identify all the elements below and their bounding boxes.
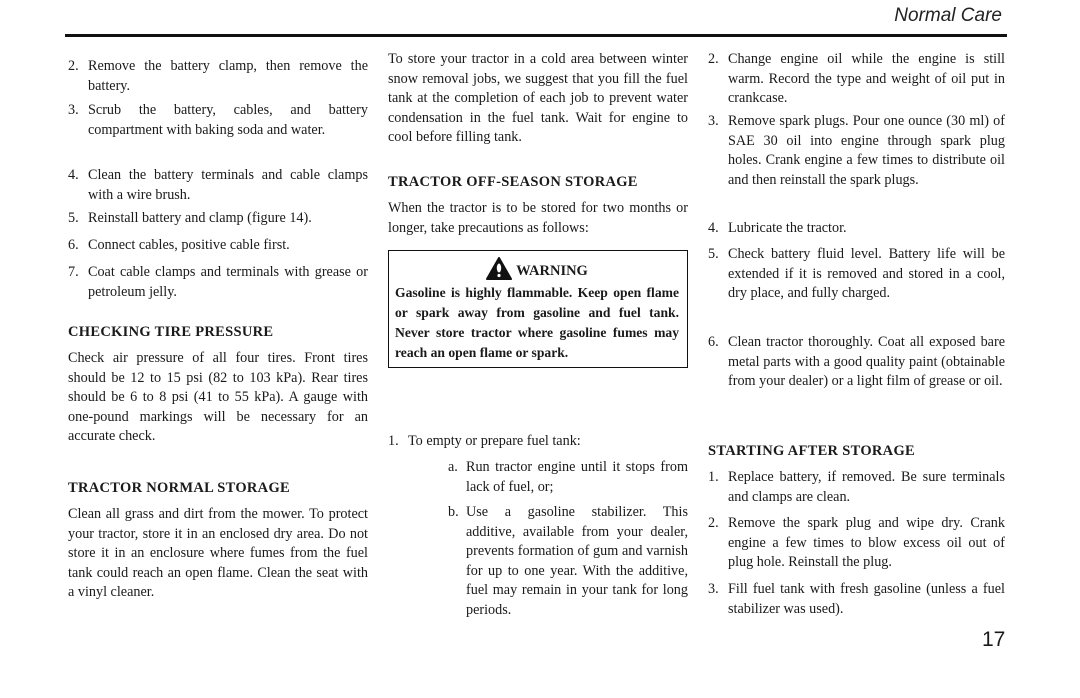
warning-box	[388, 250, 688, 368]
step-number: 6.	[708, 334, 719, 350]
step-number: 7.	[68, 264, 79, 280]
step-number: 6.	[68, 237, 79, 253]
paragraph: Check air pressure of all four tires. Front tires should be 12 to 15 psi (82 to 103 kPa). Rear tires should be 6 to 8 psi (41 to 55 kPa). A gauge with one-pound markings will be necessary for an accurate check.	[68, 350, 368, 445]
step-text: Connect cables, positive cable first.	[88, 237, 290, 253]
step-text: Remove the battery clamp, then remove the battery.	[88, 58, 368, 94]
step-number: 2.	[708, 515, 719, 531]
section-heading: CHECKING TIRE PRESSURE	[68, 324, 274, 340]
numbered-step	[68, 57, 368, 96]
step-number: 1.	[708, 469, 719, 485]
step-text: Change engine oil while the engine is still warm. Record the type and weight of oil put in crankcase.	[728, 51, 1005, 107]
numbered-step	[708, 219, 1005, 239]
step-number: a.	[448, 459, 458, 475]
step-text: Clean tractor thoroughly. Coat all exposed bare metal parts with a good quality paint (obtainable from your dealer) or a light film of grease or oil.	[728, 334, 1005, 390]
warning-triangle-icon	[486, 263, 516, 279]
numbered-step	[388, 432, 688, 452]
numbered-step	[708, 468, 1005, 507]
paragraph: Clean all grass and dirt from the mower. To protect your tractor, store it in an enclosed dry area. Do not store it in an enclosure where fumes from the fuel tank could reach an open flame. Clean the seat with a vinyl cleaner.	[68, 506, 368, 601]
numbered-step	[68, 236, 368, 256]
step-number: 3.	[68, 102, 79, 118]
sub-step	[388, 503, 688, 621]
paragraph: To store your tractor in a cold area between winter snow removal jobs, we suggest that you fill the fuel tank at the completion of each job to prevent water condensation in the fuel tank. Wait for engine to cool before filling tank.	[388, 51, 688, 146]
step-number: 3.	[708, 581, 719, 597]
numbered-step	[708, 333, 1005, 392]
step-text: Check battery fluid level. Battery life will be extended if it is removed and stored in a cool, dry place, and fully charged.	[728, 246, 1005, 302]
step-text: Clean the battery terminals and cable clamps with a wire brush.	[88, 167, 368, 203]
step-text: Fill fuel tank with fresh gasoline (unless a fuel stabilizer was used).	[728, 581, 1005, 617]
numbered-step	[708, 245, 1005, 304]
paragraph: When the tractor is to be stored for two months or longer, take precautions as follows:	[388, 200, 688, 236]
step-number: b.	[448, 504, 459, 520]
step-number: 4.	[708, 220, 719, 236]
numbered-step	[708, 514, 1005, 573]
step-number: 5.	[708, 246, 719, 262]
step-number: 3.	[708, 113, 719, 129]
step-number: 1.	[388, 433, 399, 449]
step-text: To empty or prepare fuel tank:	[408, 433, 581, 449]
numbered-step	[68, 209, 368, 229]
section-heading: STARTING AFTER STORAGE	[708, 443, 915, 459]
numbered-step	[708, 580, 1005, 619]
header-rule	[65, 34, 1007, 37]
page-number: 17	[982, 628, 1006, 651]
step-text: Coat cable clamps and terminals with grease or petroleum jelly.	[88, 264, 368, 300]
step-number: 5.	[68, 210, 79, 226]
step-text: Use a gasoline stabilizer. This additive, available from your dealer, prevents formation of gum and varnish for up to one year. With the additive, fuel may remain in your tank for long periods.	[466, 504, 688, 618]
step-text: Reinstall battery and clamp (figure 14).	[88, 210, 312, 226]
step-text: Remove spark plugs. Pour one ounce (30 ml) of SAE 30 oil into engine through spark plug holes. Crank engine a few times to distribute oil and then reinstall the spark plugs.	[728, 113, 1005, 188]
numbered-step	[68, 101, 368, 140]
step-number: 2.	[68, 58, 79, 74]
step-text: Scrub the battery, cables, and battery compartment with baking soda and water.	[88, 102, 368, 138]
section-header: Normal Care	[894, 5, 1002, 26]
step-text: Remove the spark plug and wipe dry. Crank engine a few times to blow excess oil out of plug hole. Reinstall the plug.	[728, 515, 1005, 571]
warning-title: WARNING	[395, 257, 679, 281]
sub-step	[388, 458, 688, 497]
step-number: 2.	[708, 51, 719, 67]
step-text: Replace battery, if removed. Be sure terminals and clamps are clean.	[728, 469, 1005, 505]
section-heading: TRACTOR OFF-SEASON STORAGE	[388, 174, 638, 190]
numbered-step	[68, 166, 368, 205]
step-number: 4.	[68, 167, 79, 183]
section-heading: TRACTOR NORMAL STORAGE	[68, 480, 290, 496]
numbered-step	[68, 263, 368, 302]
numbered-step	[708, 50, 1005, 109]
warning-text: Gasoline is highly flammable. Keep open flame or spark away from gasoline and fuel tank. Never store tractor where gasoline fumes may reach an open flame or spark.	[395, 285, 679, 360]
step-text: Lubricate the tractor.	[728, 220, 847, 236]
numbered-step	[708, 112, 1005, 190]
step-text: Run tractor engine until it stops from lack of fuel, or;	[466, 459, 688, 495]
